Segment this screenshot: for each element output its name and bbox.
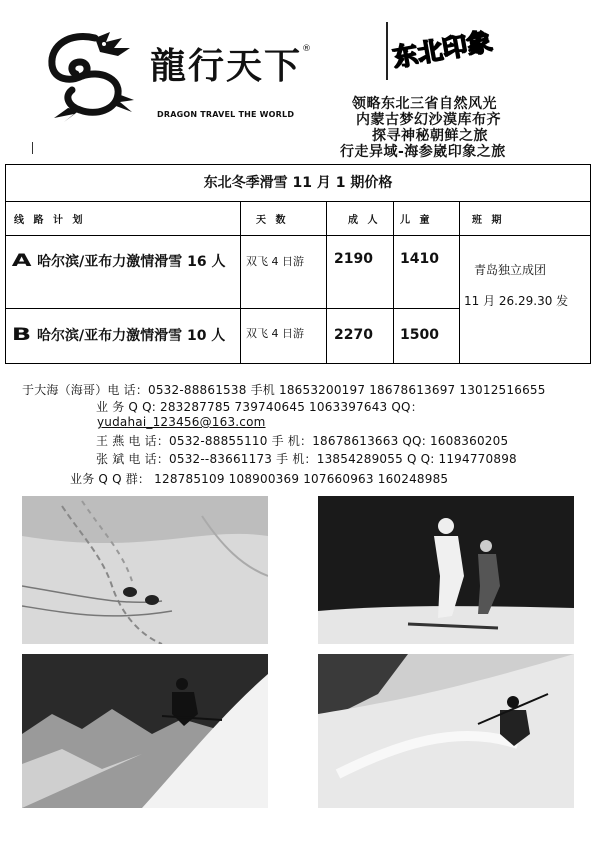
header-adult: 成 人 [348,215,381,226]
child-price: 1500 [400,327,439,343]
registered-mark: ® [302,44,311,54]
route-letter: A [11,251,32,271]
route-letter: B [11,325,32,345]
contact-line: 业 务 Q Q: 283287785 739740645 1063397643 QQ： [96,400,423,414]
column-divider [326,202,327,363]
adult-price: 2270 [334,327,373,343]
email-link[interactable]: yudahai_123456@163.com [97,415,266,429]
slogan-line: 内蒙古梦幻沙漠库布齐 [356,112,501,128]
days-value: 双飞 4 日游 [246,327,304,340]
contact-line: 业务 Q Q 群： 128785109 108900369 107660963 160248985 [70,472,449,486]
column-divider [393,202,394,363]
slogan-line: 领略东北三省自然风光 [352,96,497,112]
header-days: 天 数 [256,215,289,226]
route-name: 哈尔滨/亚布力激情滑雪 10 人 [36,328,226,344]
header-child: 儿 童 [400,215,433,226]
child-price: 1410 [400,251,439,267]
page-title: 东北印象 [390,26,495,73]
header-row-divider [6,235,590,236]
contact-line: 张 斌 电 话：0532--83661173 手 机：13854289055 Q Q: 1194770898 [96,452,517,466]
ski-photo-skiers [318,496,574,644]
column-divider [240,202,241,363]
days-value: 双飞 4 日游 [246,255,304,268]
slogan-line: 行走异域-海参崴印象之旅 [340,144,506,160]
dragon-logo-icon [40,30,140,126]
contact-line: 于大海（海哥）电 话：0532-88861538 手机 18653200197 18678613697 13012516655 [22,383,546,397]
slogan-line: 探寻神秘朝鲜之旅 [372,128,488,144]
header-route: 线 路 计 划 [14,215,86,226]
schedule-line: 11 月 26.29.30 发 [464,294,569,308]
route-name: 哈尔滨/亚布力激情滑雪 16 人 [37,254,226,270]
table-title: 东北冬季滑雪 11 月 1 期价格 [6,165,590,202]
adult-price: 2190 [334,251,373,267]
ski-photo-mountain [22,654,268,808]
brand-name: 龍行天下 [150,45,303,87]
contact-line: 王 燕 电 话：0532-88855110 手 机：18678613663 QQ: 1608360205 [96,434,509,448]
row-divider [6,308,459,309]
brand-subtitle: DRAGON TRAVEL THE WORLD [157,110,295,119]
header-schedule: 班 期 [472,215,505,226]
divider-mark [32,142,33,154]
table-row [12,251,226,271]
schedule-line: 青岛独立成团 [474,263,547,277]
header-divider [386,22,388,80]
ski-photo-tracks [22,496,268,644]
column-divider [459,202,460,363]
ski-photo-powder [318,654,574,808]
table-row [12,325,225,345]
price-table [5,164,591,364]
